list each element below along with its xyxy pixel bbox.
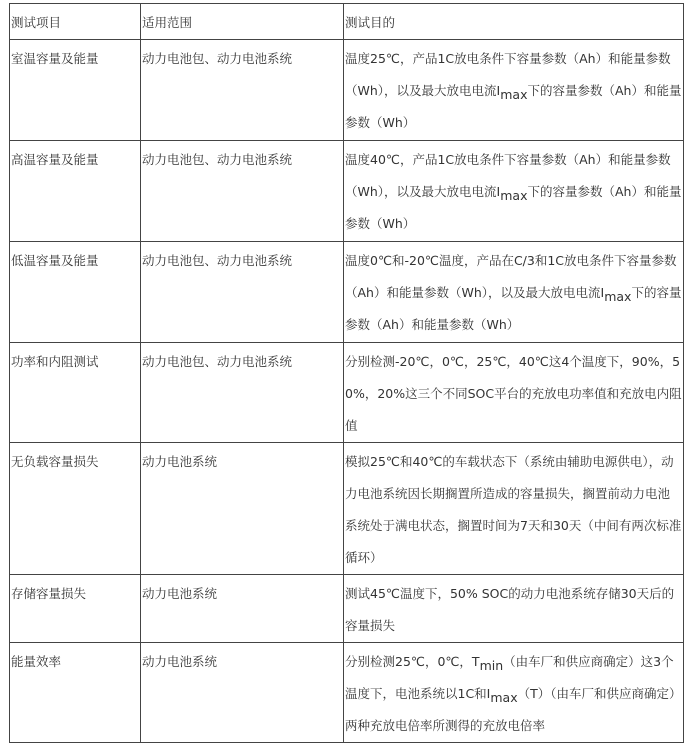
- purpose-cell: [344, 242, 684, 343]
- purpose-text: 下的容量参数（Ah）和能量参数（Wh）: [345, 83, 682, 130]
- table-header-row: [10, 4, 684, 40]
- purpose-text: 温度40℃，产品1C放电条件下容量参数（Ah）和能量参数（Wh），以及最大放电电流I: [345, 152, 671, 199]
- purpose-cell: 模拟25℃和40℃的车载状态下（系统由辅助电源供电），动力电池系统因长期搁置所造成的容量损失，搁置前动力电池系统处于满电状态，搁置时间为7天和30天（中间有两次标准循环）: [344, 443, 684, 575]
- table-row: [10, 343, 684, 443]
- scope-cell: 动力电池系统: [141, 443, 344, 575]
- test-item-cell: 高温容量及能量: [10, 141, 141, 242]
- header-scope: 适用范围: [141, 4, 344, 40]
- header-purpose: 测试目的: [344, 4, 684, 40]
- purpose-text: 温度0℃和-20℃温度，产品在C/3和1C放电条件下容量参数（Ah）和能量参数（Wh），以及最大放电电流I: [345, 253, 677, 300]
- table-row: [10, 643, 684, 743]
- table-row: [10, 443, 684, 575]
- test-item-cell: 室温容量及能量: [10, 40, 141, 141]
- scope-cell: 动力电池系统: [141, 575, 344, 643]
- purpose-cell: [344, 643, 684, 743]
- scope-cell: 动力电池包、动力电池系统: [141, 242, 344, 343]
- purpose-cell: 测试45℃温度下，50% SOC的动力电池系统存储30天后的容量损失: [344, 575, 684, 643]
- purpose-cell: 分别检测-20℃，0℃，25℃，40℃这4个温度下，90%，50%，20%这三个不同SOC平台的充放电功率值和充放电内阻值: [344, 343, 684, 443]
- scope-cell: 动力电池包、动力电池系统: [141, 141, 344, 242]
- scope-cell: 动力电池系统: [141, 643, 344, 743]
- table-row: [10, 141, 684, 242]
- subscript-max: max: [500, 188, 528, 203]
- table-row: [10, 40, 684, 141]
- scope-cell: 动力电池包、动力电池系统: [141, 40, 344, 141]
- scope-cell: 动力电池包、动力电池系统: [141, 343, 344, 443]
- purpose-text: （由车厂和供应商确定）这3个温度下，电池系统以1C和I: [345, 654, 674, 701]
- test-item-cell: 无负载容量损失: [10, 443, 141, 575]
- purpose-text: 温度25℃，产品1C放电条件下容量参数（Ah）和能量参数（Wh），以及最大放电电流I: [345, 51, 671, 98]
- subscript-max: max: [604, 289, 632, 304]
- subscript-min: min: [479, 658, 504, 673]
- purpose-text: 下的容量参数（Ah）和能量参数（Wh）: [345, 184, 682, 231]
- header-test-item: 测试项目: [10, 4, 141, 40]
- subscript-max: max: [500, 87, 528, 102]
- test-spec-table: [9, 3, 684, 743]
- table-row: [10, 242, 684, 343]
- purpose-cell: [344, 40, 684, 141]
- purpose-cell: [344, 141, 684, 242]
- subscript-max: max: [490, 690, 518, 705]
- purpose-text: 下的容量参数（Ah）和能量参数（Wh）: [345, 285, 682, 332]
- table-row: [10, 575, 684, 643]
- purpose-text: （T）（由车厂和供应商确定）两种充放电倍率所测得的充放电倍率: [345, 686, 682, 733]
- test-item-cell: 低温容量及能量: [10, 242, 141, 343]
- test-item-cell: 存储容量损失: [10, 575, 141, 643]
- test-item-cell: 功率和内阻测试: [10, 343, 141, 443]
- test-item-cell: 能量效率: [10, 643, 141, 743]
- purpose-text: 分别检测25℃，0℃，T: [345, 654, 480, 669]
